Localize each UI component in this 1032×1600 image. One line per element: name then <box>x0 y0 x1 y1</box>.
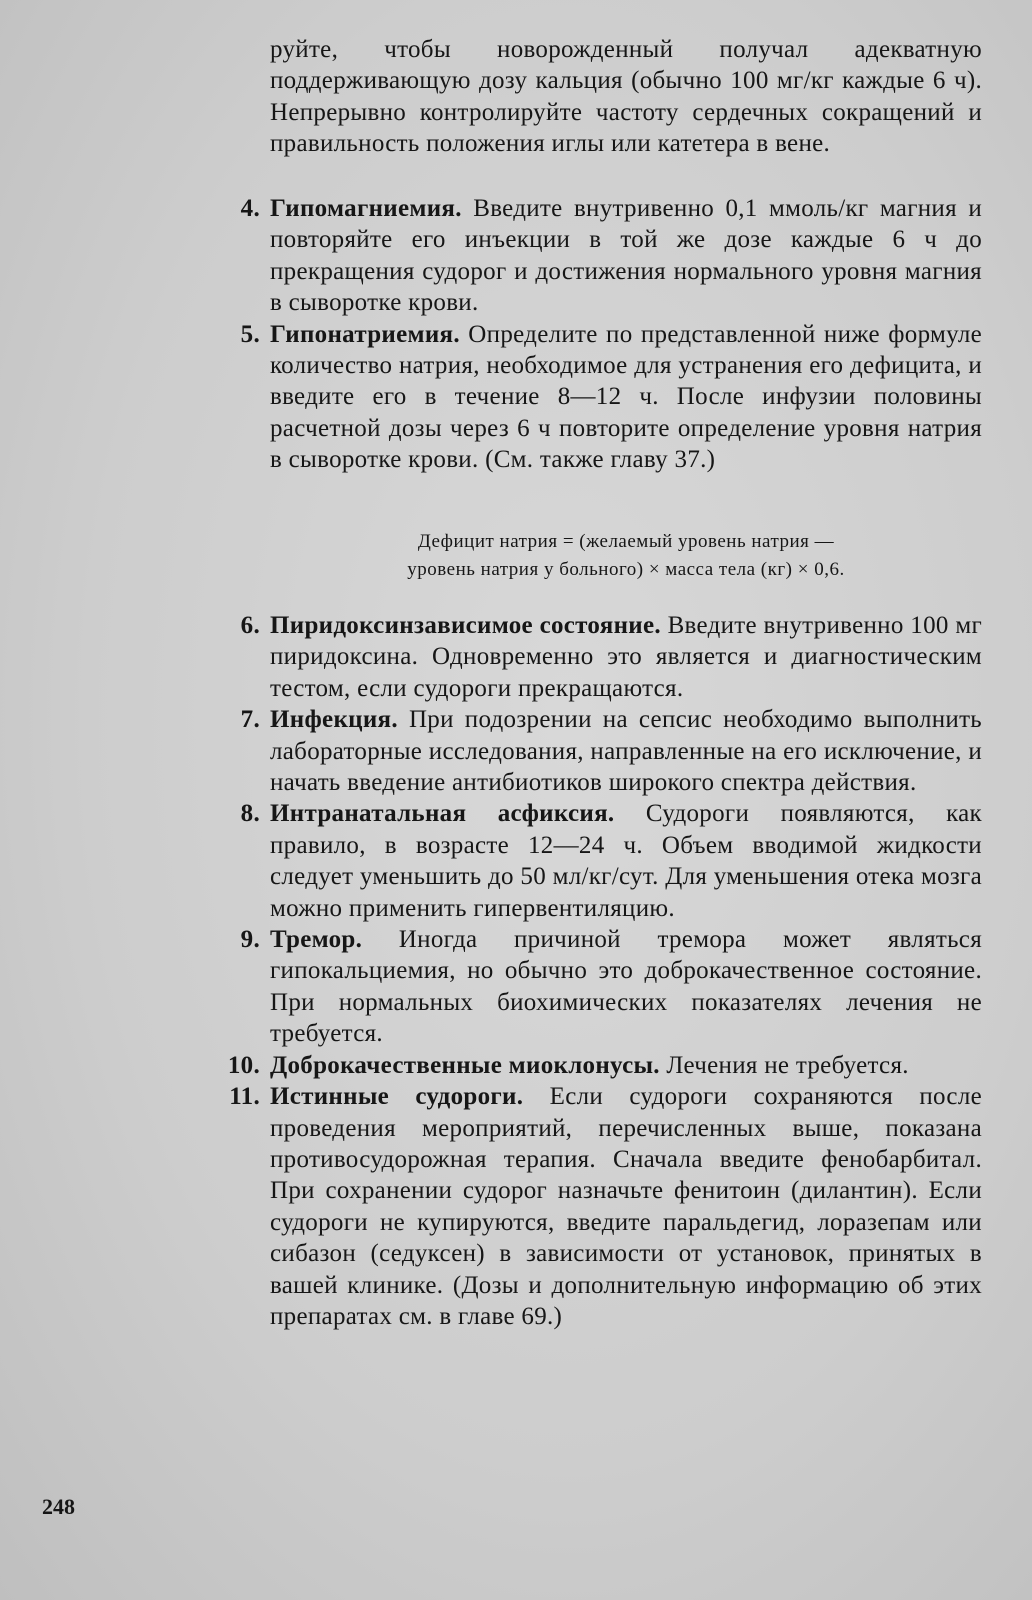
item-text: При подозрении на сепсис необходимо выполнить лабораторные исследования, направленные на его исключение, и начать введение антибиотиков широкого спектра действия. <box>270 706 982 797</box>
item-number: 4. <box>240 195 260 222</box>
list-item <box>205 1050 982 1081</box>
list-item <box>205 798 982 924</box>
list-item <box>205 610 982 704</box>
item-term: Гипомагниемия. <box>270 195 462 222</box>
item-term: Доброкачественные миоклонусы. <box>270 1051 660 1079</box>
list-item <box>205 924 982 1050</box>
item-text: Определите по представленной ниже формуле количество натрия, необходимое для устранения его дефицита, и введите его в течение 8—12 ч. После инфузии половины расчетной дозы через 6 ч повторите определение уровня натрия в сыворотке крови. (См. также главу 37.) <box>270 320 982 474</box>
item-number: 11. <box>229 1083 260 1111</box>
list-item <box>205 704 982 798</box>
list-item <box>205 1081 982 1332</box>
item-number: 10. <box>227 1051 260 1079</box>
item-term: Инфекция. <box>270 706 398 734</box>
formula-line-2: уровень натрия у больного) × масса тела (кг) × 0,6. <box>407 559 845 580</box>
sodium-deficit-formula <box>270 528 982 584</box>
item-term: Интранатальная асфиксия. <box>270 800 615 828</box>
item-text: Судороги появляются, как правило, в возрасте 12—24 ч. Объем вводимой жидкости следует уменьшить до 50 мл/кг/сут. Для уменьшения отека мозга можно применить гипервентиляцию. <box>270 800 982 922</box>
item-number: 7. <box>240 706 260 734</box>
list-item <box>205 193 982 319</box>
continuation-paragraph <box>270 34 982 160</box>
item-number: 9. <box>240 926 260 954</box>
page-number: 248 <box>42 1494 75 1519</box>
formula-line-1: Дефицит натрия = (желаемый уровень натрия — <box>417 531 835 552</box>
list-item <box>205 319 982 476</box>
item-number: 8. <box>240 800 260 828</box>
item-text: Если судороги сохраняются после проведения мероприятий, перечисленных выше, показана противосудорожная терапия. Сначала введите фенобарбитал. При сохранении судорог назначьте фенитоин (дилантин). Если судороги не купируются, введите паральдегид, лоразепам или сибазон (седуксен) в зависимости от установок, принятых в вашей клинике. (Дозы и дополнительную информацию об этих препаратах см. в главе 69.) <box>270 1083 982 1330</box>
item-term: Гипонатриемия. <box>270 320 460 348</box>
treatment-list-part-2 <box>205 610 982 1332</box>
item-term: Тремор. <box>270 926 363 954</box>
item-text: Лечения не требуется. <box>659 1051 909 1079</box>
item-text: Иногда причиной тремора может являться гипокальциемия, но обычно это доброкачественное состояние. При нормальных биохимических показателях лечения не требуется. <box>270 926 982 1048</box>
item-text: Введите внутривенно 100 мг пиридоксина. Одновременно это является и диагностическим тестом, если судороги прекращаются. <box>270 612 982 702</box>
item-number: 6. <box>240 612 260 639</box>
treatment-list-part-1 <box>205 193 982 476</box>
item-term: Пиридоксинзависимое состояние. <box>270 612 661 639</box>
continuation-text: руйте, чтобы новорожденный получал адекватную поддерживающую дозу кальция (обычно 100 мг/кг каждые 6 ч). Непрерывно контролируйте частоту сердечных сокращений и правильность положения иглы или катетера в вене. <box>270 36 982 158</box>
item-number: 5. <box>240 320 260 348</box>
item-text: Введите внутривенно 0,1 ммоль/кг магния и повторяйте его инъекции в той же дозе каждые 6 ч до прекращения судорог и достижения нормального уровня магния в сыворотке крови. <box>270 195 982 317</box>
item-term: Истинные судороги. <box>270 1083 524 1111</box>
